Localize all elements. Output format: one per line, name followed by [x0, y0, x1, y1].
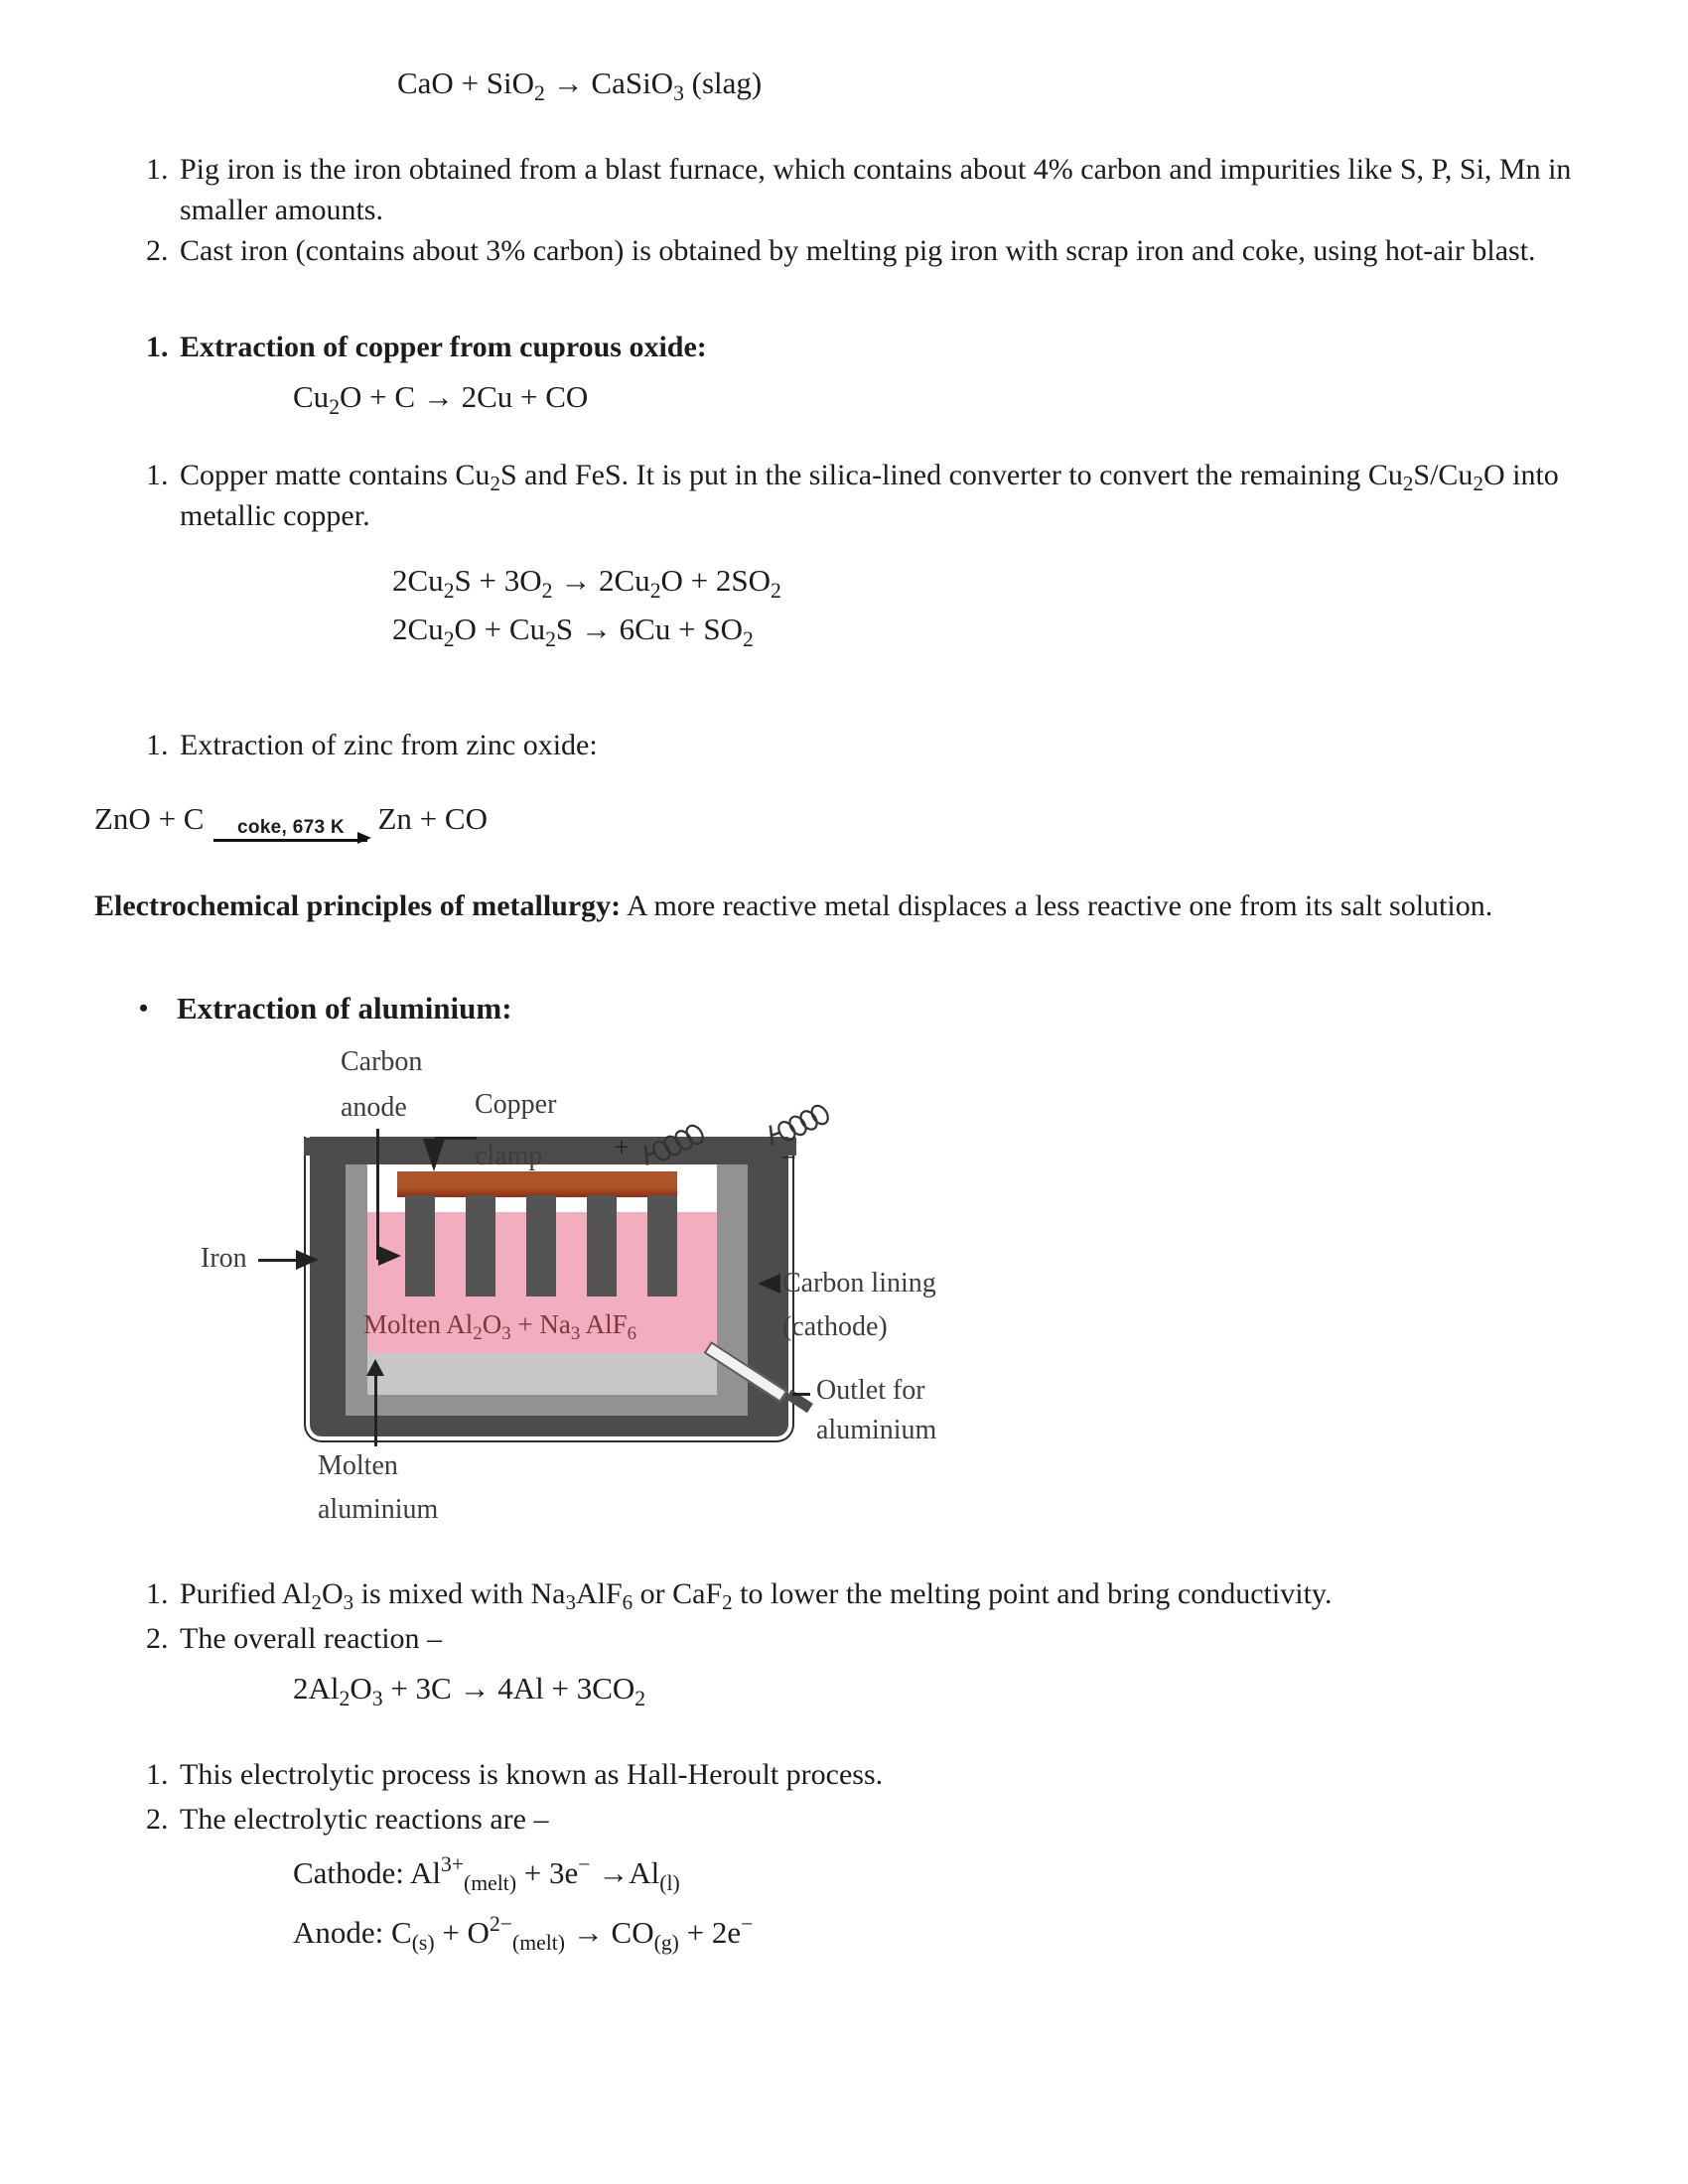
left-wall-rim: [304, 1138, 350, 1156]
list-number: 2.: [146, 1803, 169, 1836]
plus-terminal-sign: +: [614, 1133, 630, 1163]
copper-clamp-label: [475, 1079, 556, 1182]
converter-equation-1: $2Cu_2S + 3O_2 \to 2Cu_2O + 2SO_2$: [392, 563, 781, 603]
list-number: 1.: [146, 153, 169, 186]
outlet-leader-dash: [792, 1393, 810, 1396]
label-line: Copper: [475, 1089, 557, 1120]
carbon-anode-rod: [405, 1195, 435, 1297]
anode-reaction-equation: Anode: $C_{(s)} + O^{2-}_{(melt)} \to CO_{(g)} + 2e^-$: [293, 1912, 754, 1955]
iron-notes-list: [146, 149, 1599, 271]
electrochemical-paragraph: [94, 886, 1599, 926]
left-arrow-icon: [758, 1274, 780, 1294]
list-number: 2.: [146, 234, 169, 267]
up-arrow-icon: [366, 1359, 384, 1376]
molten-aluminium-label: [318, 1444, 438, 1532]
carbon-anode-rod: [466, 1195, 495, 1297]
bullet-icon: •: [139, 994, 149, 1023]
iron-pointer-line: [258, 1259, 300, 1262]
list-item: [146, 1797, 1599, 1842]
carbon-anode-rod: [526, 1195, 556, 1297]
electrolyte-label: Molten $Al_2O_3 + Na_3$ AlF$_6$: [363, 1309, 637, 1344]
list-item: [146, 1616, 1599, 1661]
label-line: Carbon: [341, 1046, 423, 1077]
copper-oxide-equation: $Cu_2O + C \to 2Cu$ + CO: [293, 379, 589, 419]
label-line: Carbon lining: [782, 1268, 936, 1298]
label-line: anode: [341, 1092, 407, 1123]
aluminium-notes-list-1: [146, 1571, 1599, 1661]
molten-aluminium-pointer-line: [374, 1375, 377, 1446]
converter-equation-2: $2Cu_2O + Cu_2S \to 6Cu + SO_2$: [392, 612, 754, 651]
paragraph-body: A more reactive metal displaces a less reactive one from its salt solution.: [621, 889, 1493, 922]
heading-text: Extraction of zinc from zinc oxide:: [180, 729, 598, 761]
label-line: aluminium: [318, 1494, 439, 1525]
list-item: [146, 455, 1599, 536]
list-item: [146, 1752, 1599, 1797]
heading-text: Extraction of aluminium:: [177, 991, 512, 1025]
list-item: [146, 149, 1599, 230]
anode-pointer-line: [376, 1129, 379, 1260]
list-number: 1.: [146, 331, 169, 363]
list-number: 1.: [146, 1577, 169, 1610]
list-item-text: Cast iron (contains about 3% carbon) is obtained by melting pig iron with scrap iron and coke, using hot-air blast.: [180, 234, 1536, 267]
right-arrow-icon: [378, 1246, 401, 1266]
zinc-equation: ZnO + C coke, 673 K Zn + CO: [94, 797, 1599, 850]
label-line: Outlet for: [816, 1375, 925, 1406]
wire-coil-icon: [763, 1100, 841, 1156]
list-item-text: This electrolytic process is known as Hall-Heroult process.: [180, 1758, 884, 1791]
copper-matte-list: [146, 455, 1599, 536]
copper-extraction-heading: [146, 327, 1599, 367]
list-item-text: Copper matte contains $Cu_2S$ and FeS. It is put in the silica-lined converter to convert the remaining $Cu_2S/Cu_2O$ into metallic copper.: [180, 459, 1559, 532]
list-item-text: The electrolytic reactions are –: [180, 1803, 549, 1836]
list-item: [146, 1571, 1599, 1616]
list-number: 1.: [146, 1758, 169, 1791]
list-number: 2.: [146, 1622, 169, 1655]
zinc-extraction-heading: [146, 725, 1599, 765]
list-number: 1.: [146, 459, 169, 491]
iron-label: Iron: [201, 1243, 247, 1274]
label-line: Molten: [318, 1450, 398, 1481]
aluminium-notes-list-2: [146, 1752, 1599, 1842]
carbon-anode-rod: [587, 1195, 617, 1297]
list-item-text: Purified $Al_2O_3$ is mixed with $Na_3AlF_6$ or CaF$_2$ to lower the melting point and bring conductivity.: [180, 1577, 1333, 1615]
slag-equation: CaO + SiO$_2$ → CaSiO$_3$ (slag): [397, 66, 763, 105]
molten-aluminium-layer: [367, 1353, 717, 1395]
list-item-text: The overall reaction –: [180, 1622, 443, 1655]
carbon-anode-label: [341, 1039, 422, 1131]
cathode-reaction-equation: Cathode: $Al^{3+}_{(melt)} + 3e^- \to Al_{(l)}$: [293, 1852, 680, 1895]
overall-reaction-equation: $2Al_2O_3 + 3C \to 4Al + 3CO_2$: [293, 1671, 646, 1710]
minus-terminal-sign: −: [780, 1143, 796, 1173]
label-line: clamp: [475, 1141, 543, 1171]
carbon-anode-rod: [647, 1195, 677, 1297]
list-number: 1.: [146, 729, 169, 761]
label-line: aluminium: [816, 1415, 937, 1445]
heading-text: Extraction of copper from cuprous oxide:: [180, 331, 707, 363]
outlet-label: [816, 1371, 936, 1450]
right-arrow-icon: [296, 1250, 319, 1270]
list-item-text: Pig iron is the iron obtained from a blast furnace, which contains about 4% carbon and impurities like S, P, Si, Mn in smaller amounts.: [180, 153, 1572, 226]
paragraph-lead: Electrochemical principles of metallurgy:: [94, 889, 622, 922]
list-item: [146, 230, 1599, 271]
aluminium-extraction-heading: [139, 988, 1599, 1029]
hall-heroult-cell-diagram: [199, 1045, 1241, 1544]
down-arrow-icon: [423, 1139, 445, 1171]
carbon-lining-label: [782, 1262, 936, 1349]
label-line: (cathode): [782, 1311, 888, 1342]
